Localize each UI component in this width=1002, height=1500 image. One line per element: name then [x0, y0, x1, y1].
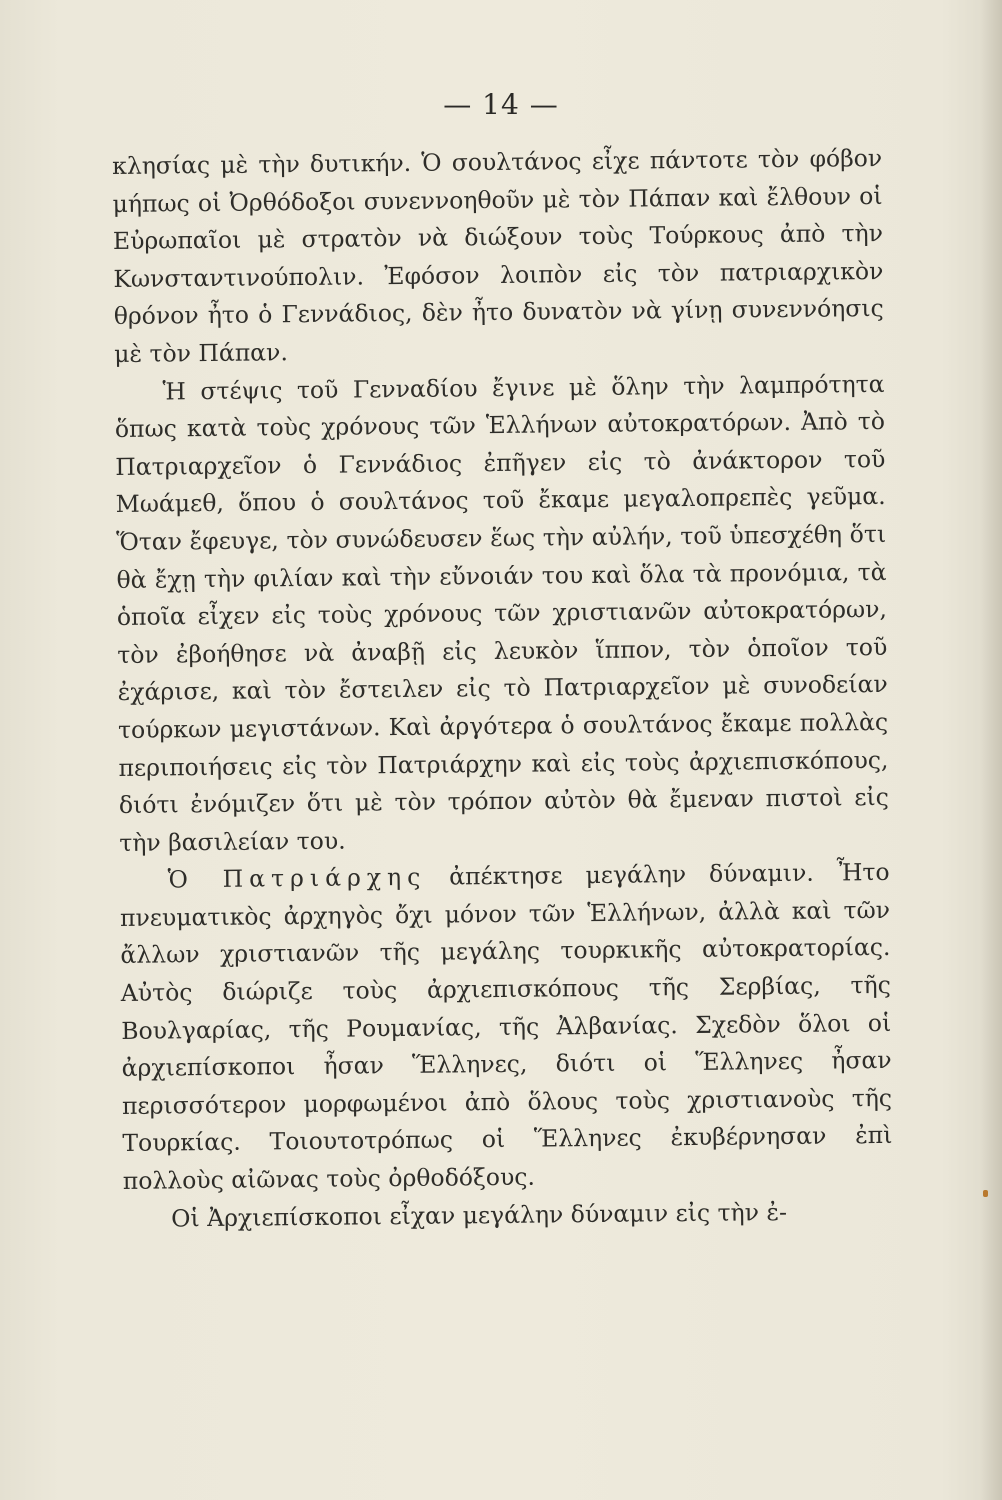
paragraph-4: Οἱ Ἀρχιεπίσκοποι εἶχαν μεγάλην δύναμιν εἰς τὴν ἐ-	[171, 1197, 788, 1233]
page-number: — 14 —	[443, 88, 559, 121]
body-text	[112, 140, 893, 1238]
paragraph-3	[119, 854, 893, 1200]
page-edge-shadow	[980, 0, 1002, 1500]
paragraph-1: κλησίας μὲ τὴν δυτικήν. Ὁ σουλτάνος εἶχε πάντοτε τὸν φόβον μήπως οἱ Ὀρθόδοξοι συνεννοηθοῦν μὲ τὸν Πάπαν καὶ ἔλθουν οἱ Εὐρωπαῖοι μὲ στρατὸν νὰ διώξουν τοὺς Τούρκους ἀπὸ τὴν Κωνσταντινούπολιν. Ἐφόσον λοιπὸν εἰς τὸν πατριαρχικὸν θρόνον ἦτο ὁ Γεννάδιος, δὲν ἦτο δυνατὸν νὰ γίνῃ συνεννόησις μὲ τὸν Πάπαν.	[112, 143, 884, 368]
paragraph-3-text: ἀπέκτησε μεγάλην δύναμιν. Ἦτο πνευματικὸς ἀρχηγὸς ὄχι μόνον τῶν Ἑλλήνων, ἀλλὰ καὶ τῶν ἄλλων χριστιανῶν τῆς μεγάλης τουρκικῆς αὐτοκρατορίας. Αὐτὸς διώριζε τοὺς ἀρχιεπισκόπους τῆς Σερβίας, τῆς Βουλγαρίας, τῆς Ρουμανίας, τῆς Ἀλβανίας. Σχεδὸν ὅλοι οἱ ἀρχιεπίσκοποι ἦσαν Ἕλληνες, διότι οἱ Ἕλληνες ἦσαν περισσότερον μορφωμένοι ἀπὸ ὅλους τοὺς χριστιανοὺς τῆς Τουρκίας. Τοιουτοτρόπως οἱ Ἕλληνες ἐκυβέρνησαν ἐπὶ πολλοὺς αἰῶνας τοὺς ὀρθοδόξους.	[119, 858, 893, 1195]
patriarch-spaced-word: Ὁ Πατριάρχης	[167, 863, 427, 894]
paragraph-2: Ἡ στέψις τοῦ Γενναδίου ἔγινε μὲ ὅλην τὴν λαμπρότητα ὅπως κατὰ τοὺς χρόνους τῶν Ἑλλήνων αὐτοκρατόρων. Ἀπὸ τὸ Πατριαρχεῖον ὁ Γεννάδιος ἐπῆγεν εἰς τὸ ἀνάκτορον τοῦ Μωάμεθ, ὅπου ὁ σουλτάνος τοῦ ἔκαμε μεγαλοπρεπὲς γεῦμα. Ὅταν ἔφευγε, τὸν συνώδευσεν ἕως τὴν αὐλήν, τοῦ ὑπεσχέθη ὅτι θὰ ἔχῃ τὴν φιλίαν καὶ τὴν εὔνοιάν του καὶ ὅλα τὰ προνόμια, τὰ ὁποῖα εἶχεν εἰς τοὺς χρόνους τῶν χριστιανῶν αὐτοκρατόρων, τὸν ἐβοήθησε νὰ ἀναβῇ εἰς λευκὸν ἵππον, τὸν ὁποῖον τοῦ ἐχάρισε, καὶ τὸν ἔστειλεν εἰς τὸ Πατριαρχεῖον μὲ συνοδείαν τούρκων μεγιστάνων. Καὶ ἀργότερα ὁ σουλτάνος ἔκαμε πολλὰς περιποιήσεις εἰς τὸν Πατριάρχην καὶ εἰς τοὺς ἀρχιεπισκόπους, διότι ἐνόμιζεν ὅτι μὲ τὸν τρόπον αὐτὸν θὰ ἔμεναν πιστοὶ εἰς τὴν βασιλείαν του.	[114, 369, 889, 857]
paper-speck	[983, 1190, 988, 1197]
